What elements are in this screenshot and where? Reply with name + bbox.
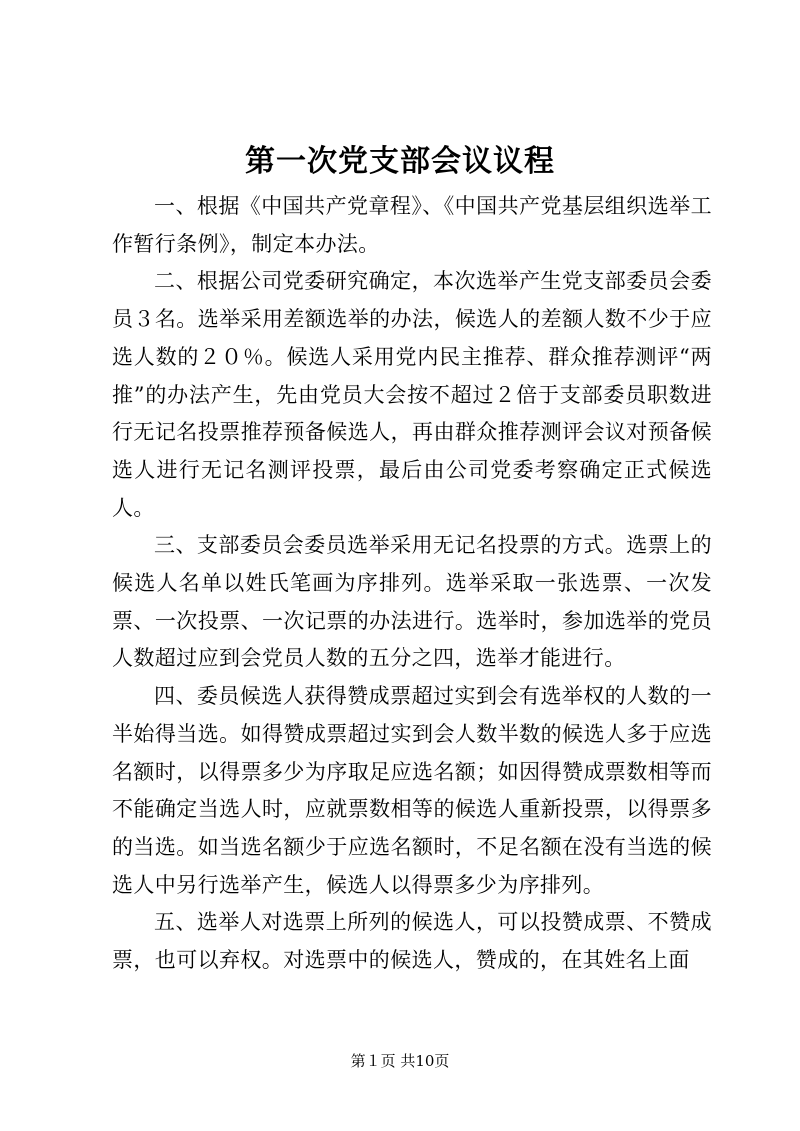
page-footer: 第１页 共10页: [350, 1052, 450, 1070]
paragraph-2: 二、根据公司党委研究确定，本次选举产生党支部委员会委员３名。选举采用差额选举的办法，候选人的差额人数不少于应选人数的２０％。候选人采用党内民主推荐、群众推荐测评“两推”的办法产生，先由党员大会按不超过２倍于支部委员职数进行无记名投票推荐预备候选人，再由群众推荐测评会议对预备候选人进行无记名测评投票，最后由公司党委考察确定正式候选人。: [112, 269, 712, 520]
paragraph-3: 三、支部委员会委员选举采用无记名投票的方式。选票上的候选人名单以姓氏笔画为序排列。选举采取一张选票、一次发票、一次投票、一次记票的办法进行。选举时，参加选举的党员人数超过应到会党员人数的五分之四，选举才能进行。: [112, 533, 712, 671]
document-body: [112, 188, 712, 980]
paragraph-1: 一、根据《中国共产党章程》、《中国共产党基层组织选举工作暂行条例》，制定本办法。: [112, 194, 712, 256]
document-title: 第一次党支部会议议程: [245, 144, 555, 179]
paragraph-5: 五、选举人对选票上所列的候选人，可以投赞成票、不赞成票，也可以弃权。对选票中的候选人，赞成的，在其姓名上面: [112, 910, 712, 973]
paragraph-4: 四、委员候选人获得赞成票超过实到会有选举权的人数的一半始得当选。如得赞成票超过实到会人数半数的候选人多于应选名额时，以得票多少为序取足应选名额；如因得赞成票数相等而不能确定当选人时，应就票数相等的候选人重新投票，以得票多的当选。如当选名额少于应选名额时，不足名额在没有当选的候选人中另行选举产生，候选人以得票多少为序排列。: [112, 684, 712, 897]
